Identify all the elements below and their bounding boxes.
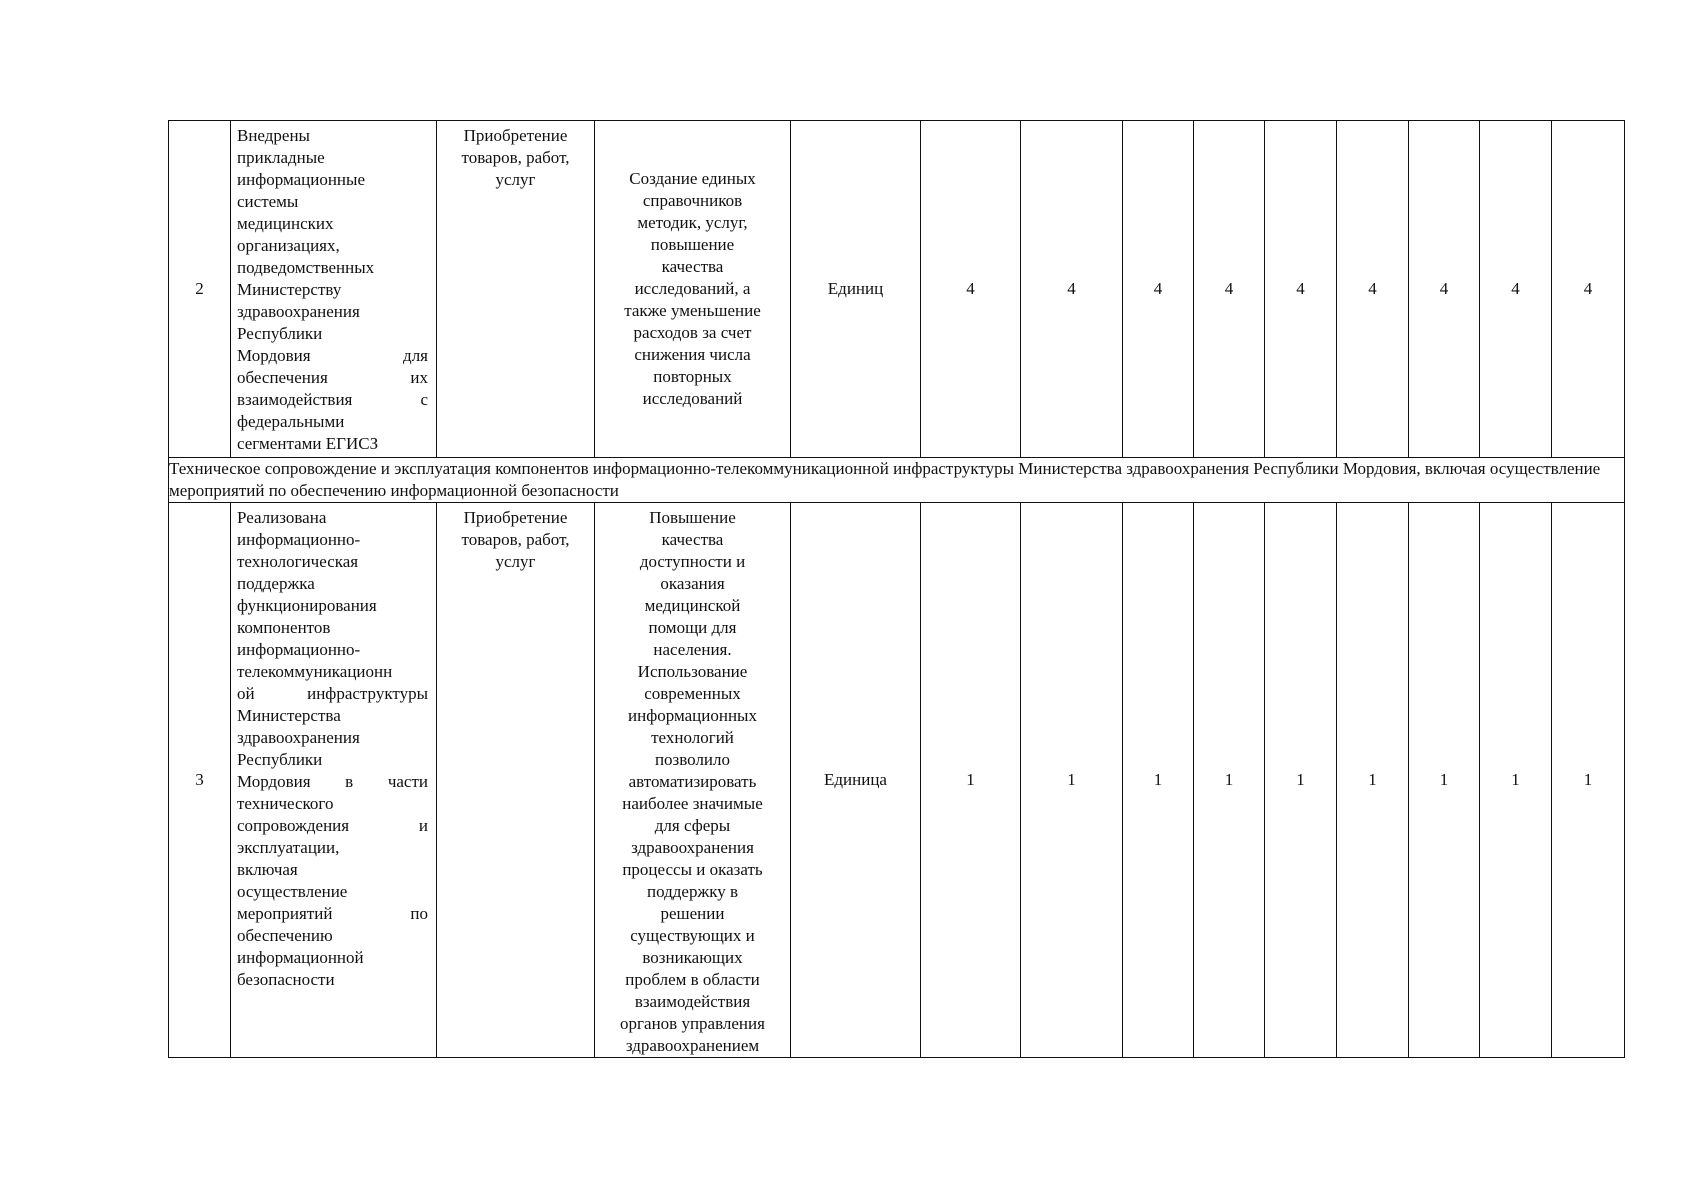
text-word: их (410, 368, 428, 387)
text-line: медицинской (644, 596, 741, 615)
row-number: 3 (169, 503, 231, 1058)
text-word: компонентов (237, 618, 331, 637)
text-word: эксплуатации, (237, 838, 340, 857)
value-cell: 4 (1123, 121, 1194, 458)
text-line (237, 125, 428, 147)
row-number: 2 (169, 121, 231, 458)
text-word: технологическая (237, 552, 359, 571)
text-word: мероприятий (237, 904, 333, 923)
table-row (169, 503, 1625, 1058)
text-word: Внедрены (237, 126, 310, 145)
table-row (169, 121, 1625, 458)
value-cell: 4 (1552, 121, 1625, 458)
text-word: сегментами ЕГИСЗ (237, 434, 379, 453)
text-line (237, 147, 428, 169)
text-word: с (420, 390, 428, 409)
text-line: здравоохранения (631, 838, 754, 857)
text-line: возникающих (642, 948, 743, 967)
text-line: качества (661, 530, 724, 549)
activity-type (437, 121, 595, 458)
text-word: прикладные (237, 148, 325, 167)
text-word: инфраструктуры (307, 684, 428, 703)
text-line (237, 661, 428, 683)
text-word: Республики (237, 750, 323, 769)
value-cell: 1 (1265, 503, 1337, 1058)
text-word: сопровождения (237, 816, 350, 835)
text-line (237, 573, 428, 595)
value-cell: 4 (1409, 121, 1480, 458)
text-line (237, 617, 428, 639)
text-word: системы (237, 192, 299, 211)
text-line: процессы и оказать (622, 860, 763, 879)
text-word: телекоммуникационн (237, 662, 393, 681)
activity-type-lines (441, 125, 590, 191)
text-line: для сферы (654, 816, 731, 835)
text-line (237, 433, 428, 455)
text-word: подведомственных (237, 258, 375, 277)
text-word: осуществление (237, 882, 348, 901)
text-line: оказания (660, 574, 725, 593)
result-name (231, 121, 437, 458)
result-name-lines (237, 507, 428, 991)
text-word: функционирования (237, 596, 377, 615)
result-description (595, 121, 791, 458)
result-name-lines (237, 125, 428, 455)
text-word: обеспечению (237, 926, 333, 945)
text-line (237, 683, 428, 705)
value-cell: 4 (1480, 121, 1552, 458)
indicators-table (168, 120, 1625, 1058)
text-line (237, 301, 428, 323)
text-line: товаров, работ, (461, 148, 570, 167)
text-word: Реализована (237, 508, 327, 527)
text-word: Республики (237, 324, 323, 343)
value-cell: 1 (1021, 503, 1123, 1058)
text-line: Приобретение (463, 126, 568, 145)
text-line (237, 213, 428, 235)
text-word: Министерству (237, 280, 342, 299)
text-word: здравоохранения (237, 302, 360, 321)
text-line: Повышение (649, 508, 736, 527)
activity-type (437, 503, 595, 1058)
text-line (237, 947, 428, 969)
text-word: федеральными (237, 412, 345, 431)
text-word: здравоохранения (237, 728, 360, 747)
text-word: информационной (237, 948, 364, 967)
value-cell: 4 (1265, 121, 1337, 458)
text-word: технического (237, 794, 334, 813)
text-line (237, 345, 428, 367)
text-line: автоматизировать (628, 772, 757, 791)
text-word: ой (237, 684, 255, 703)
text-line: взаимодействия (634, 992, 751, 1011)
text-line (237, 881, 428, 903)
text-line: доступности и (639, 552, 746, 571)
result-description (595, 503, 791, 1058)
text-word: обеспечения (237, 368, 328, 387)
text-line (237, 793, 428, 815)
section-title: Техническое сопровождение и эксплуатация компонентов информационно-телекоммуникационной инфраструктуры Министерства здравоохранения Республики Мордовия, включая осуществление мероприятий по обеспечению информационной безопасности (169, 458, 1625, 503)
value-cell: 4 (1337, 121, 1409, 458)
value-cell: 1 (1480, 503, 1552, 1058)
text-line (237, 551, 428, 573)
text-line: решении (660, 904, 725, 923)
text-word: взаимодействия (237, 390, 353, 409)
text-line: органов управления (620, 1014, 765, 1033)
text-line: товаров, работ, (461, 530, 570, 549)
text-line (237, 639, 428, 661)
text-line (237, 389, 428, 411)
value-cell: 1 (1194, 503, 1265, 1058)
text-line (237, 257, 428, 279)
unit-of-measure: Единица (791, 503, 921, 1058)
value-cell: 4 (921, 121, 1021, 458)
value-cell: 1 (1123, 503, 1194, 1058)
text-line: справочников (642, 191, 743, 210)
text-line (237, 507, 428, 529)
text-line: методик, услуг, (637, 213, 748, 232)
text-line: современных (644, 684, 741, 703)
text-line: здравоохранением (625, 1036, 760, 1055)
text-line (237, 279, 428, 301)
text-word: медицинских (237, 214, 334, 233)
text-line: технологий (651, 728, 734, 747)
text-word: информационно- (237, 530, 361, 549)
text-line: Приобретение (463, 508, 568, 527)
text-line (237, 771, 428, 793)
text-word: Министерства (237, 706, 341, 725)
text-line (237, 903, 428, 925)
text-line: Создание единых (629, 169, 756, 188)
text-line: снижения числа (634, 345, 751, 364)
text-word: Мордовия (237, 772, 311, 791)
text-line (237, 815, 428, 837)
text-line (237, 727, 428, 749)
value-cell: 1 (1552, 503, 1625, 1058)
result-description-lines (599, 168, 786, 410)
text-word: и (418, 816, 428, 835)
result-description-lines (599, 507, 786, 1057)
text-line (237, 837, 428, 859)
text-word: поддержка (237, 574, 315, 593)
text-line (237, 925, 428, 947)
text-line: услуг (495, 552, 536, 571)
text-line: расходов за счет (633, 323, 752, 342)
result-name (231, 503, 437, 1058)
value-cell: 4 (1194, 121, 1265, 458)
activity-type-lines (441, 507, 590, 573)
text-line: повышение (650, 235, 735, 254)
text-word: для (403, 346, 428, 365)
text-line: также уменьшение (624, 301, 761, 320)
text-word: информационные (237, 170, 365, 189)
text-line (237, 169, 428, 191)
text-line (237, 969, 428, 991)
text-word: по (410, 904, 428, 923)
text-line: повторных (653, 367, 732, 386)
text-line (237, 749, 428, 771)
text-line (237, 235, 428, 257)
section-header-row (169, 458, 1625, 503)
text-line (237, 595, 428, 617)
text-line (237, 859, 428, 881)
value-cell: 1 (921, 503, 1021, 1058)
text-word: включая (237, 860, 298, 879)
unit-of-measure: Единиц (791, 121, 921, 458)
text-line (237, 367, 428, 389)
text-line: позволило (654, 750, 731, 769)
text-word: организациях, (237, 236, 340, 255)
text-line (237, 323, 428, 345)
text-word: части (387, 772, 428, 791)
text-line (237, 705, 428, 727)
text-line: поддержку в (647, 882, 738, 901)
text-line: исследований, а (634, 279, 751, 298)
text-word: информационно- (237, 640, 361, 659)
text-line: существующих и (630, 926, 755, 945)
text-line: помощи для (648, 618, 737, 637)
text-line (237, 529, 428, 551)
text-line (237, 411, 428, 433)
text-word: безопасности (237, 970, 335, 989)
text-line: проблем в области (625, 970, 760, 989)
text-line: Использование (637, 662, 748, 681)
text-line: услуг (495, 170, 536, 189)
value-cell: 1 (1409, 503, 1480, 1058)
text-word: Мордовия (237, 346, 311, 365)
text-line: качества (661, 257, 724, 276)
text-line: наиболее значимые (622, 794, 763, 813)
value-cell: 4 (1021, 121, 1123, 458)
text-line (237, 191, 428, 213)
value-cell: 1 (1337, 503, 1409, 1058)
text-line: информационных (628, 706, 757, 725)
text-line: населения. (653, 640, 732, 659)
text-word: в (345, 772, 354, 791)
text-line: исследований (642, 389, 743, 408)
